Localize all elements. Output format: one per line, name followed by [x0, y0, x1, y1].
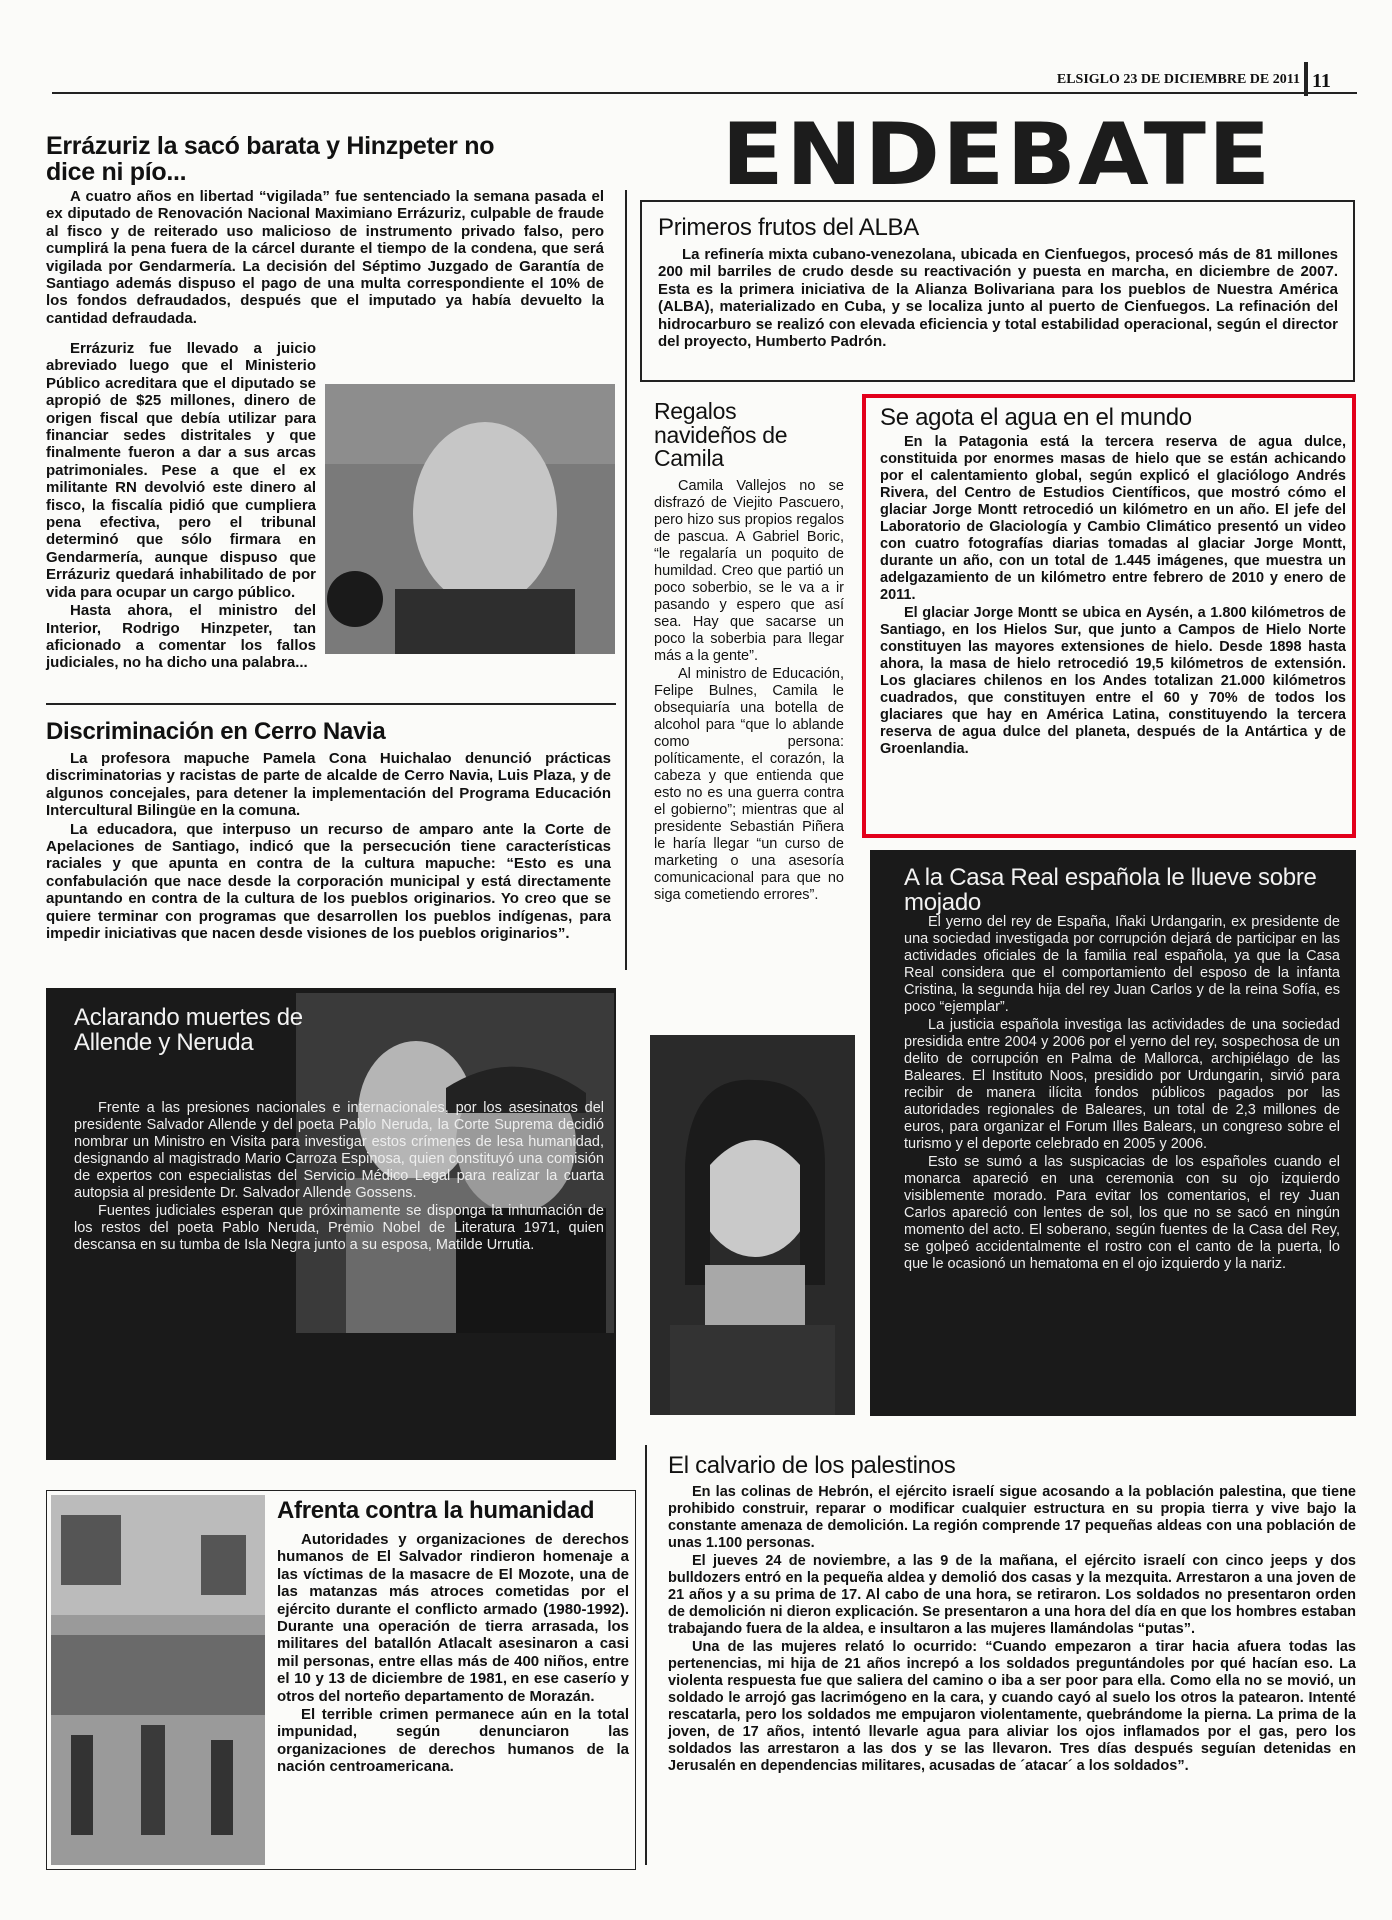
afrenta-text-1: Autoridades y organizaciones de derechos humanos de El Salvador rindieron homenaje a las víctimas de la masacre de El Mozote, una de las matanzas más atroces cometidas por el ejército durante el conflicto armado (1980-1992). Durante una operación de tierra arrasada, los militares del batallón Atlacalt asesinaron a casi mil personas, entre ellas más de 400 niños, entre el 10 y 13 de diciembre de 1981, en ese caserío y otros del norteño departamento de Morazán. [277, 1531, 629, 1705]
alba-title: Primeros frutos del ALBA [658, 214, 919, 241]
casareal-text-3: Esto se sumó a las suspicacias de los españoles cuando el monarca apareció en una ceremonia con su ojo izquierdo visiblemente morado. Para evitar los comentarios, el rey Juan Carlos apareció con lentes de sol, los que no se sacó en ningún momento del acto. El soberano, según fuentes de la Casa del Rey, se golpeó accidentalmente el rostro con el canto de la puerta, lo que le ocasionó un hematoma en el ojo izquierdo y la nariz. [904, 1154, 1340, 1272]
column-rule-2 [645, 1445, 647, 1865]
errazuriz-p2 [46, 340, 316, 673]
errazuriz-p1 [46, 188, 604, 328]
palestinos-text-2: El jueves 24 de noviembre, a las 9 de la mañana, el ejército israelí con cinco jeeps y dos bulldozers entró en la pequeña aldea y demolió dos casas y la mezquita. Arrestaron a una joven de 21 años y a su prima de 17. Al cabo de una hora, se retiraron. Los soldados no presentaron orden de demolición ni dieron explicación. Se presentaron a una hora del día en que los hombres estaban trabajando fuera de la aldea, e insultaron a las mujeres llamándolas “putas”. [668, 1553, 1356, 1637]
paper-name: ELSIGLO [1056, 72, 1120, 87]
palestinos-body [668, 1484, 1356, 1776]
portrait-man-placeholder [325, 384, 615, 654]
allende-box [46, 988, 616, 1460]
memorial-photo-placeholder [51, 1495, 265, 1865]
camila-text-2: Al ministro de Educación, Felipe Bulnes, Camila le obsequiaría una botella de alcohol para “que lo ablande como persona: políticamente, el corazón, la cabeza y que entienda que esto no es una guerra contra el gobierno”; mientras que al presidente Sebastián Piñera le haría llegar “un curso de marketing o una asesoría comunicacional para que no siga cometiendo errores”. [654, 666, 844, 903]
errazuriz-text-2: Errázuriz fue llevado a juicio abreviado luego que el Ministerio Público acreditara que el diputado se apropió de $25 millones, dinero de origen fiscal que debía utilizar para financiar sedes distritales y que finalmente fueron a dar a sus arcas patrimoniales. Pese a que el ex militante RN devolvió este dinero al fisco, la fiscalía pidió que cumpliera pena efectiva, pero el tribunal determinó que sólo firmara en Gendarmería, aunque dispuso que Errázuriz quedará inhabilitado de por vida para ocupar un cargo público. [46, 340, 316, 601]
casareal-body [904, 914, 1340, 1274]
agua-box [862, 394, 1356, 838]
cerronavia-text-2: La educadora, que interpuso un recurso de amparo ante la Corte de Apelaciones de Santiago, indicó que la persecución tiene características raciales y que apunta en contra de la cultura mapuche: “Esto es una confabulación que nace desde la corporación municipal y está directamente apuntando en contra de la cultura de los pueblos originarios. Yo creo que se quiere terminar con programas que desarrollen los pueblos indígenas, para impedir iniciativas que nacen desde visiones de los pueblos originarios”. [46, 820, 611, 943]
page-number: 11 [1312, 70, 1331, 92]
header-rule [52, 92, 1357, 94]
allende-title: Aclarando muertes de Allende y Neruda [74, 1004, 303, 1056]
camila-text-1: Camila Vallejos no se disfrazó de Viejito Pascuero, pero hizo sus propios regalos de pascua. A Gabriel Boric, “le regalaría un poquito de humildad. Creo que partió un poco soberbio, se le va a ir pasando y espero que así sea. Hay que sacarse un poco la soberbia para llegar más a la gente”. [654, 478, 844, 664]
issue-date: 23 DE DICIEMBRE DE 2011 [1123, 72, 1300, 87]
afrenta-box [46, 1490, 636, 1870]
column-rule-1 [625, 190, 627, 970]
agua-text-1: En la Patagonia está la tercera reserva de agua dulce, constituida por enormes masas de hielo que se están achicando por el calentamiento global, según explicó el glaciólogo Andrés Rivera, del Centro de Estudios Científicos, que mostró cómo el glaciar Jorge Montt retrocedió un kilómetro en un año. El jefe del Laboratorio de Glaciología y Cambio Climático presentó un video con cuatro fotografías diarias tomadas al glaciar Jorge Montt, durante un año, con un total de 1.445 imágenes, que muestra un adelgazamiento de un kilómetro entre febrero de 2010 y enero de 2011. [880, 434, 1346, 603]
casareal-title: A la Casa Real española le llueve sobre mojado [904, 864, 1317, 916]
errazuriz-text-1: A cuatro años en libertad “vigilada” fue sentenciado la semana pasada el ex diputado de Renovación Nacional Maximiano Errázuriz, culpable de fraude al fisco y de reiterado uso malicioso de instrumento privado falso, pero cumplirá la pena fuera de la cárcel durante el tiempo de la condena, que será vigilada por Gendarmería. La decisión del Séptimo Juzgado de Garantía de Santiago además dispuso el pago de una multa correspondiente el 10% de los fondos defraudados, después que el imputado ya había devuelto la cantidad defraudada. [46, 188, 604, 327]
casareal-text-1: El yerno del rey de España, Iñaki Urdangarin, ex presidente de una sociedad investigada por corrupción dejará de participar en las actividades oficiales de la familia real española, ya que la Casa Real considera que el comportamiento del esposo de la infanta Cristina, la segunda hija del rey Juan Carlos y de la reina Sofía, es poco “ejemplar”. [904, 914, 1340, 1015]
cerronavia-body [46, 750, 611, 943]
divider-left-1 [46, 703, 616, 705]
alba-body [658, 246, 1338, 351]
errazuriz-title: Errázuriz la sacó barata y Hinzpeter no dice ni pío... [46, 132, 495, 186]
afrenta-photo [51, 1495, 265, 1865]
alba-text-1: La refinería mixta cubano-venezolana, ubicada en Cienfuegos, procesó más de 81 millones 200 mil barriles de crudo desde su reactivación y puesta en marcha, en diciembre de 2007. Esta es la primera iniciativa de la Alianza Bolivariana para los pueblos de Nuestra América (ALBA), materializado en Cuba, y se localiza junto al puerto de Cienfuegos. La refinación del hidrocarburo se realizó con elevada eficiencia y total estabilidad operacional, según el director del proyecto, Humberto Padrón. [658, 246, 1338, 351]
afrenta-body [277, 1531, 629, 1777]
section-title: ENDEBATE [721, 105, 1273, 205]
camila-title: Regalos navideños de Camila [654, 398, 788, 472]
casareal-box [870, 850, 1356, 1416]
allende-body [74, 1100, 604, 1255]
agua-text-2: El glaciar Jorge Montt se ubica en Aysén, a 1.800 kilómetros de Santiago, en los Hielos Sur, que junto a Campos de Hielo Norte constituyen las mayores extensiones de hielo. Desde 1898 hasta ahora, la masa de hielo retrocedió 19,5 kilómetros de extensión. Los glaciares chilenos en los Andes totalizan 21.000 kilómetros cuadrados, que constituyen entre el 60 y 70% de todos los glaciares que hay en América Latina, constituyendo la tercera reserva de agua dulce del planeta, después de la Antártica y de Groenlandia. [880, 605, 1346, 757]
alba-box [640, 200, 1355, 382]
agua-title: Se agota el agua en el mundo [880, 404, 1192, 431]
afrenta-title: Afrenta contra la humanidad [277, 1497, 595, 1524]
casareal-text-2: La justicia española investiga las actividades de una sociedad presidida entre 2004 y 2006 por el yerno del rey, sospechosa de un delito de corrupción en Palma de Mallorca, archipiélago de las Baleares. El Instituto Noos, presidido por Urdungarin, sirvió para recibir de manera ilícita fondos públicos pagados por las autoridades regionales de Baleares, un total de 2,3 millones de euros, para organizar el Forum Illes Balears, un congreso sobre el turismo y el deporte celebrado en 2005 y 2006. [904, 1017, 1340, 1152]
header-date-line [880, 72, 1300, 88]
palestinos-title: El calvario de los palestinos [668, 1452, 956, 1479]
palestinos-text-1: En las colinas de Hebrón, el ejército israelí sigue acosando a la población palestina, que tiene prohibido construir, reparar o modificar cualquier estructura en su propia tierra y vive bajo la constante amenaza de demolición. La región comprende 17 pequeñas aldeas con una población de unas 1.100 personas. [668, 1484, 1356, 1551]
cerronavia-text-1: La profesora mapuche Pamela Cona Huichalao denunció prácticas discriminatorias y racistas de parte de alcalde de Cerro Navia, Luis Plaza, y de algunos concejales, para detener la implementación del Programa Educación Intercultural Bilingüe en la comuna. [46, 750, 611, 820]
afrenta-text-2: El terrible crimen permanece aún en la total impunidad, según denunciaron las organizaciones de derechos humanos de la nación centroamericana. [277, 1706, 629, 1776]
camila-photo [650, 1035, 855, 1415]
errazuriz-text-3: Hasta ahora, el ministro del Interior, Rodrigo Hinzpeter, tan aficionado a comentar los fallos judiciales, no ha dicho una palabra... [46, 602, 316, 672]
palestinos-text-3: Una de las mujeres relató lo ocurrido: “Cuando empezaron a tirar hacia afuera todas las pertenencias, mi hija de 21 años increpó a los soldados preguntándoles por qué hacían eso. La violenta respuesta fue que saliera del camino o iba a ser poor para ella. Como ella no se movió, un soldado le arrojó gas lacrimógeno en la cara, y cuando cayó al suelo los otros la patearon. Intenté rescatarla, pero los soldados me empujaron violentamente, quebrándome la pierna. La prima de la joven, de 17 años, intentó llevarle agua para aliviar los ojos inflamados por el gas, pero los soldados las arrestaron a las dos y se las llevaron. Tres días después seguían detenidas en Jerusalén en dependencias militares, acusadas de ´atacar´ a los soldados”. [668, 1639, 1356, 1774]
agua-body [880, 434, 1346, 759]
camila-body [654, 478, 844, 905]
errazuriz-photo [325, 384, 615, 654]
portrait-woman-placeholder [650, 1035, 855, 1415]
allende-text-1: Frente a las presiones nacionales e internacionales, por los asesinatos del presidente Salvador Allende y del poeta Pablo Neruda, la Corte Suprema decidió nombrar un Ministro en Visita para investigar estos crímenes de lesa humanidad, designando al magistrado Mario Carroza Espinosa, quien constituyó una comisión de expertos con especialistas del Servicio Médico Legal para realizar la cuarta autopsia al presidente Dr. Salvador Allende Gossens. [74, 1100, 604, 1201]
page-number-rule [1304, 62, 1308, 96]
allende-text-2: Fuentes judiciales esperan que próximamente se disponga la inhumación de los restos del poeta Pablo Neruda, Premio Nobel de Literatura 1971, quien descansa en su tumba de Isla Negra junto a su esposa, Matilde Urrutia. [74, 1203, 604, 1253]
cerronavia-title: Discriminación en Cerro Navia [46, 718, 386, 745]
